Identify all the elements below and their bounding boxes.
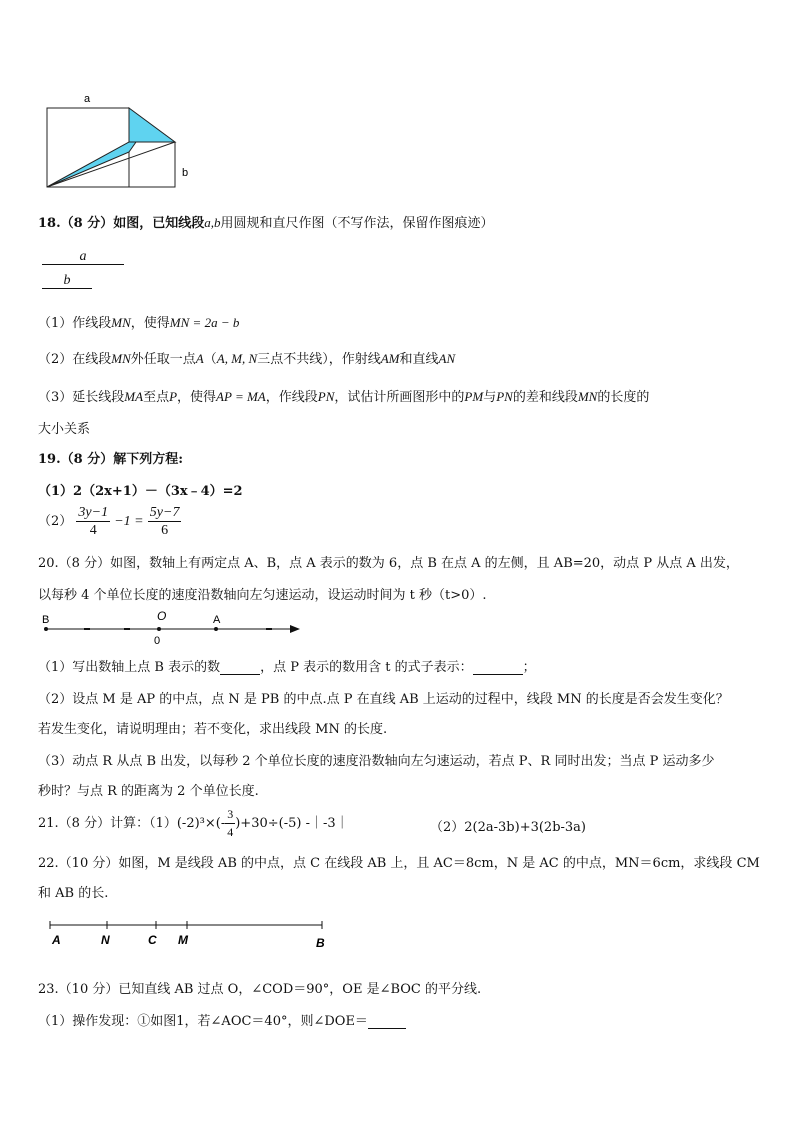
fraction-2-num: 5y−7	[149, 505, 180, 520]
q20-p1-pre: （1）写出数轴上点 B 表示的数	[38, 660, 221, 675]
q18-heading	[38, 212, 493, 231]
q23-l2-text: （1）操作发现：①如图1，若∠AOC＝40°，则∠DOE＝	[38, 1014, 368, 1029]
q20-part2-line1: （2）设点 M 是 AP 的中点，点 N 是 PB 的中点.点 P 在直线 AB 上运动的过程中，线段 MN 的长度是否会发生变化？	[38, 692, 729, 707]
q18-p2-ray: AM	[380, 351, 400, 366]
q23-line1: 23.（10 分）已知直线 AB 过点 O，∠COD＝90°，OE 是∠BOC 的平分线.	[38, 982, 482, 997]
q18-part2	[38, 348, 455, 367]
shaded-triangle-top	[129, 108, 175, 142]
q18-p1-mid: ，使得	[130, 316, 170, 331]
q20-line2: 以每秒 4 个单位长度的速度沿数轴向左匀速运动，设运动时间为 t 秒（t>0）.	[38, 588, 487, 603]
point-a-dot	[214, 627, 218, 631]
q21-part1	[38, 806, 349, 842]
q18-p2-mid: 外任取一点	[130, 352, 196, 367]
q20-p1-end: ；	[522, 660, 536, 675]
q19-p2-pre: （2）	[38, 514, 73, 529]
label-zero: 0	[154, 635, 161, 647]
q18-p3-pre: （3）延长线段	[38, 390, 125, 405]
q18-part1	[38, 312, 239, 331]
q18-p3-tail: 的差和线段	[512, 390, 578, 405]
number-line-arrow	[290, 625, 300, 633]
segment-b-line	[42, 288, 92, 289]
fraction-2-den: 6	[161, 523, 169, 538]
q21-tail: )+30÷(-5) -｜-3｜	[235, 816, 349, 831]
q18-p2-line: AN	[438, 351, 456, 366]
label-n: N	[101, 933, 110, 947]
q19-p2-mid: −1 =	[114, 514, 144, 529]
q18-p3-mid2: ，试估计所画图形中的	[334, 390, 465, 405]
q21-head: 21.（8 分）计算：（1）(-2)³×(-	[38, 816, 226, 831]
q21-fraction	[225, 806, 235, 841]
shaded-triangle-bottom	[47, 142, 136, 187]
fraction-1	[76, 504, 110, 539]
q18-p3-mn: MN	[577, 389, 598, 404]
q18-part3	[38, 386, 649, 405]
label-c: C	[148, 933, 157, 947]
q18-p2-paren-tail: 三点不共线），作射线	[257, 352, 381, 367]
q18-p1-pre: （1）作线段	[38, 316, 112, 331]
q18-head-text: 18.（8 分）如图，已知线段	[38, 216, 205, 231]
q19-part1: （1）2（2x+1）－（3x﹣4）=2	[38, 484, 243, 499]
point-o-dot	[157, 627, 161, 631]
q18-head-tail: 用圆规和直尺作图（不写作法，保留作图痕迹）	[220, 216, 494, 231]
fraction-1-num: 3y−1	[78, 505, 109, 520]
q18-p3-to: 至点	[143, 390, 170, 405]
q18-p3-eq: AP = MA	[216, 389, 266, 404]
q19-part2	[38, 504, 181, 540]
q18-p3-end: 的长度的	[597, 390, 650, 405]
q20-line1: 20.（8 分）如图，数轴上有两定点 A、B，点 A 表示的数为 6，点 B 在点 A 的左侧，且 AB=20，动点 P 从点 A 出发，	[38, 556, 739, 571]
q18-p2-a: A	[195, 351, 204, 366]
q18-p3-so: ，使得	[177, 390, 217, 405]
q20-part2-line2: 若发生变化，请说明理由；若不变化，求出线段 MN 的长度.	[38, 722, 388, 737]
q20-p1-mid: ，点 P 表示的数用含 t 的式子表示：	[260, 660, 473, 675]
segment-figure-22	[44, 916, 334, 956]
q22-line2: 和 AB 的长.	[38, 886, 109, 901]
answer-blank-doe[interactable]	[368, 1014, 406, 1029]
label-point-a: A	[213, 614, 221, 626]
q20-part1	[38, 656, 536, 675]
q18-p3-p: P	[169, 389, 178, 404]
square-a	[47, 108, 129, 187]
q18-p2-and: 和直线	[399, 352, 439, 367]
q21-fraction-den: 4	[227, 825, 234, 839]
segment-a-label: a	[79, 249, 87, 264]
label-a: A	[52, 933, 61, 947]
segment-b	[42, 274, 92, 289]
label-point-b: B	[42, 614, 50, 626]
diagonal-line	[47, 142, 175, 187]
segment-a-line	[42, 264, 124, 265]
q21-part2: （2）2(2a-3b)+3(2b-3a)	[430, 820, 587, 835]
q18-p2-pre: （2）在线段	[38, 352, 112, 367]
q18-p1-eq: MN = 2a − b	[169, 315, 240, 330]
q18-part3-line2: 大小关系	[38, 422, 91, 437]
q18-p3-ma: MA	[124, 389, 144, 404]
q20-part3-line1: （3）动点 R 从点 B 出发，以每秒 2 个单位长度的速度沿数轴向左匀速运动，若点 P、R 同时出发；当点 P 运动多少	[38, 754, 715, 769]
q21-fraction-num: 3	[225, 806, 235, 824]
q18-p1-var: MN	[111, 315, 131, 330]
q18-p3-pn: PN	[317, 389, 335, 404]
q18-head-vars: a,b	[204, 215, 221, 230]
fraction-1-den: 4	[89, 523, 97, 538]
q18-p2-var: MN	[111, 351, 131, 366]
label-m: M	[178, 933, 188, 947]
answer-blank-b[interactable]	[220, 660, 260, 675]
label-a: a	[84, 93, 91, 105]
point-b-dot	[44, 627, 48, 631]
label-point-o: O	[157, 610, 167, 623]
label-b: B	[316, 936, 325, 950]
segment-b-label: b	[63, 273, 71, 288]
q18-p3-pm: PM	[464, 389, 484, 404]
q19-heading: 19.（8 分）解下列方程:	[38, 452, 183, 467]
figure-17	[38, 88, 198, 192]
square-b	[129, 142, 175, 187]
fraction-2	[148, 504, 182, 539]
answer-blank-p[interactable]	[473, 660, 523, 675]
q18-p2-pts: A, M, N	[216, 351, 258, 366]
number-line	[38, 610, 308, 648]
segment-a	[42, 250, 124, 265]
q23-line2	[38, 1010, 406, 1029]
q18-p2-paren: （	[203, 352, 217, 367]
q20-part3-line2: 秒时？与点 R 的距离为 2 个单位长度.	[38, 784, 259, 799]
q18-p3-pn2: PN	[496, 389, 513, 404]
q18-p3-with: 与	[483, 390, 497, 405]
q22-line1: 22.（10 分）如图，M 是线段 AB 的中点，点 C 在线段 AB 上，且 AC＝8cm，N 是 AC 的中点，MN＝6cm，求线段 CM	[38, 856, 760, 871]
label-b: b	[182, 167, 189, 179]
q18-p3-mid: ，作线段	[265, 390, 318, 405]
